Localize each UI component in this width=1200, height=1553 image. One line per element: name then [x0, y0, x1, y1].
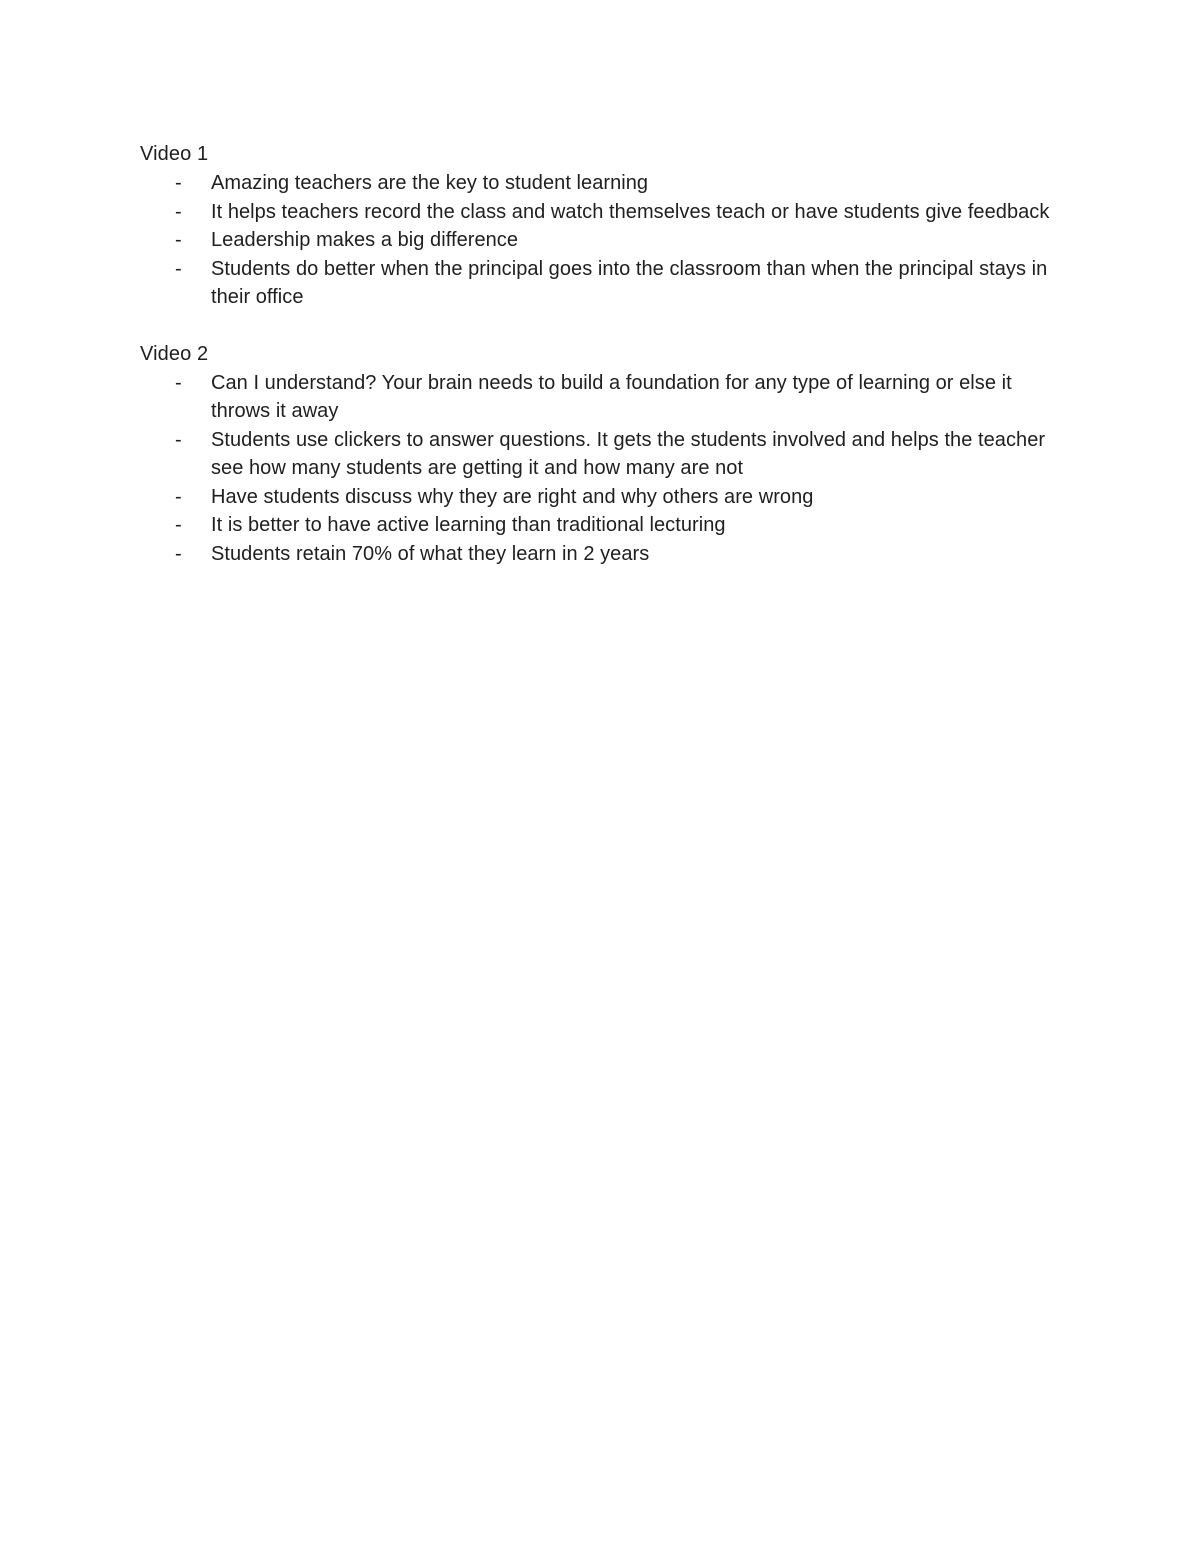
list-item-text: It helps teachers record the class and watch themselves teach or have students give feedback — [211, 200, 1050, 223]
list-item — [140, 426, 1060, 483]
bullet-dash: - — [175, 542, 182, 565]
section-video-2 — [140, 340, 1060, 569]
list-item-text: Amazing teachers are the key to student learning — [211, 172, 649, 194]
list-item — [140, 255, 1060, 312]
list-item — [140, 198, 1060, 227]
list-item — [140, 483, 1060, 512]
list-item-text: Have students discuss why they are right and why others are wrong — [211, 485, 814, 508]
list-item-text: Students use clickers to answer questions. It gets the students involved and helps the teacher see how many students are getting it and how many are not — [211, 428, 1046, 479]
bullet-dash: - — [175, 514, 182, 536]
list-item — [140, 169, 1060, 198]
list-item-text: It is better to have active learning than traditional lecturing — [211, 514, 726, 536]
bullet-dash: - — [175, 172, 182, 194]
bullet-list — [140, 169, 1060, 312]
list-item-text: Students do better when the principal goes into the classroom than when the principal stays in their office — [211, 257, 1048, 308]
bullet-dash: - — [175, 428, 182, 451]
bullet-list — [140, 369, 1060, 569]
list-item-text: Students retain 70% of what they learn in 2 years — [211, 542, 650, 565]
section-video-1 — [140, 140, 1060, 312]
list-item-text: Leadership makes a big difference — [211, 229, 519, 251]
list-item-text: Can I understand? Your brain needs to build a foundation for any type of learning or else it throws it away — [211, 371, 1012, 422]
bullet-dash: - — [175, 257, 182, 280]
bullet-dash: - — [175, 485, 182, 508]
document-body — [140, 140, 1060, 596]
list-item — [140, 369, 1060, 426]
list-item — [140, 540, 1060, 569]
list-item — [140, 226, 1060, 255]
list-item — [140, 511, 1060, 540]
bullet-dash: - — [175, 371, 182, 394]
bullet-dash: - — [175, 229, 182, 251]
section-title: Video 1 — [140, 143, 209, 165]
bullet-dash: - — [175, 200, 182, 223]
section-title: Video 2 — [140, 342, 209, 365]
